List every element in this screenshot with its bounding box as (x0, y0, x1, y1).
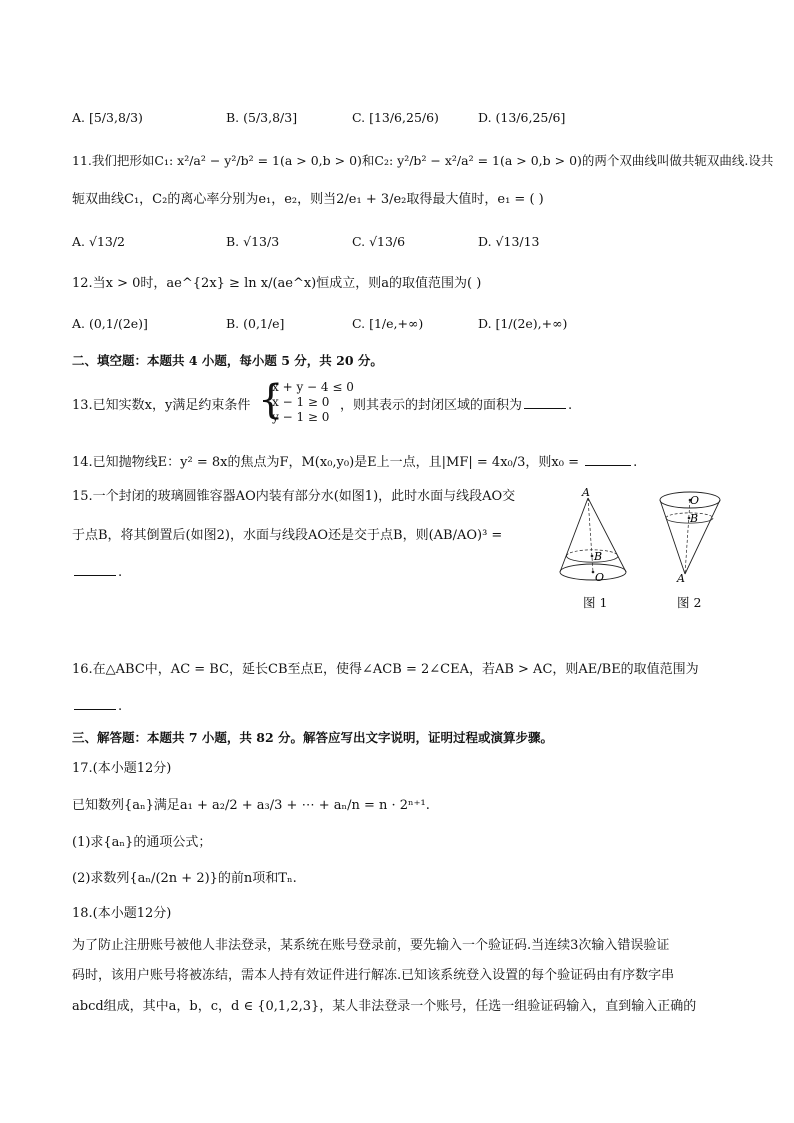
q13-brace: { (258, 377, 284, 423)
q13-constraint-2: x − 1 ≥ 0 (272, 395, 330, 409)
q16-text: 16.在△ABC中，AC = BC，延长CB至点E，使得∠ACB = 2∠CEA，若AB > AC，则AE/BE的取值范围为 (72, 662, 699, 677)
section-fill-in-heading: 二、填空题：本题共 4 小题，每小题 5 分，共 20 分。 (72, 353, 383, 368)
q14-answer-blank (585, 455, 631, 466)
q18-line1: 为了防止注册账号被他人非法登录，某系统在账号登录前，要先输入一个验证码.当连续3次输入错误验证 (72, 938, 670, 953)
q15-answer-blank (74, 565, 116, 576)
q13-suffix (340, 397, 572, 415)
figure-2-caption: 图 2 (677, 595, 702, 610)
q11-option-c: C. √13/6 (352, 234, 406, 249)
q15-line2: 于点B，将其倒置后(如图2)，水面与线段AO还是交于点B，则(AB/AO)³ = (72, 528, 503, 543)
q13-suffix-text: ，则其表示的封闭区域的面积为 (340, 398, 523, 413)
q10-option-c: C. [13/6,25/6) (352, 110, 439, 125)
q11-option-a: A. √13/2 (72, 234, 126, 249)
figure-1-caption: 图 1 (583, 595, 608, 610)
q12-option-c: C. [1/e,+∞) (352, 316, 424, 331)
q14-end: . (633, 455, 638, 470)
q16-end: . (118, 699, 123, 714)
fig2-label-b: B (690, 512, 699, 525)
section-solve-heading: 三、解答题：本题共 7 小题，共 82 分。解答应写出文字说明，证明过程或演算步骤。 (72, 730, 554, 745)
q13-constraint-1: x + y − 4 ≤ 0 (272, 380, 354, 394)
fig1-label-a: A (582, 486, 590, 499)
q18-header: 18.(本小题12分) (72, 906, 172, 921)
q11-line1: 11.我们把形如C₁: x²/a² − y²/b² = 1(a > 0,b > 0)和C₂: y²/b² − x²/a² = 1(a > 0,b > 0)的两个双曲线叫做共轭双曲线.设共 (72, 153, 774, 168)
q11-option-b: B. √13/3 (226, 234, 280, 249)
q10-option-a: A. [5/3,8/3) (72, 110, 143, 125)
q14-text: 14.已知抛物线E：y² = 8x的焦点为F，M(x₀,y₀)是E上一点，且|MF| = 4x₀/3，则x₀ = (72, 455, 579, 470)
q16-line2 (72, 698, 122, 716)
q13-end: . (568, 398, 573, 413)
q10-option-d: D. (13/6,25/6] (478, 110, 566, 125)
q15-end: . (118, 565, 123, 580)
q17-part2: (2)求数列{aₙ/(2n + 2)}的前n项和Tₙ. (72, 871, 297, 886)
q18-line3: abcd组成，其中a，b，c，d ∈ {0,1,2,3}，某人非法登录一个账号，任选一组验证码输入，直到输入正确的 (72, 999, 697, 1014)
q13-answer-blank (524, 398, 566, 409)
q18-line2: 码时，该用户账号将被冻结，需本人持有效证件进行解冻.已知该系统登入设置的每个验证码由有序数字串 (72, 968, 675, 983)
q11-option-d: D. √13/13 (478, 234, 540, 249)
q14-line (72, 454, 637, 472)
q13-constraint-3: y − 1 ≥ 0 (272, 410, 330, 424)
q17-header: 17.(本小题12分) (72, 761, 172, 776)
fig2-label-a: A (677, 572, 685, 584)
q11-line2: 轭双曲线C₁，C₂的离心率分别为e₁，e₂，则当2/e₁ + 3/e₂取得最大值时，e₁ = ( ) (72, 192, 544, 207)
q16-answer-blank (74, 699, 116, 710)
q13-prefix: 13.已知实数x，y满足约束条件 (72, 398, 251, 413)
q17-stem: 已知数列{aₙ}满足a₁ + a₂/2 + a₃/3 + ⋯ + aₙ/n = n · 2ⁿ⁺¹. (72, 798, 430, 813)
q15-line3 (72, 564, 122, 582)
q15-line1: 15.一个封闭的玻璃圆锥容器AO内装有部分水(如图1)，此时水面与线段AO交 (72, 489, 516, 504)
q12-stem: 12.当x > 0时，ae^{2x} ≥ ln x/(ae^x)恒成立，则a的取值范围为( ) (72, 276, 482, 291)
fig1-label-b: B (594, 550, 603, 563)
q17-part1: (1)求{aₙ}的通项公式； (72, 835, 212, 850)
q12-option-d: D. [1/(2e),+∞) (478, 316, 568, 331)
q12-option-b: B. (0,1/e] (226, 316, 285, 331)
figure-1-cone (556, 486, 636, 586)
q12-option-a: A. (0,1/(2e)] (72, 316, 148, 331)
fig2-label-o: O (690, 494, 700, 507)
fig1-label-o: O (595, 571, 605, 584)
figure-2-cone (654, 488, 724, 584)
q10-option-b: B. (5/3,8/3] (226, 110, 298, 125)
